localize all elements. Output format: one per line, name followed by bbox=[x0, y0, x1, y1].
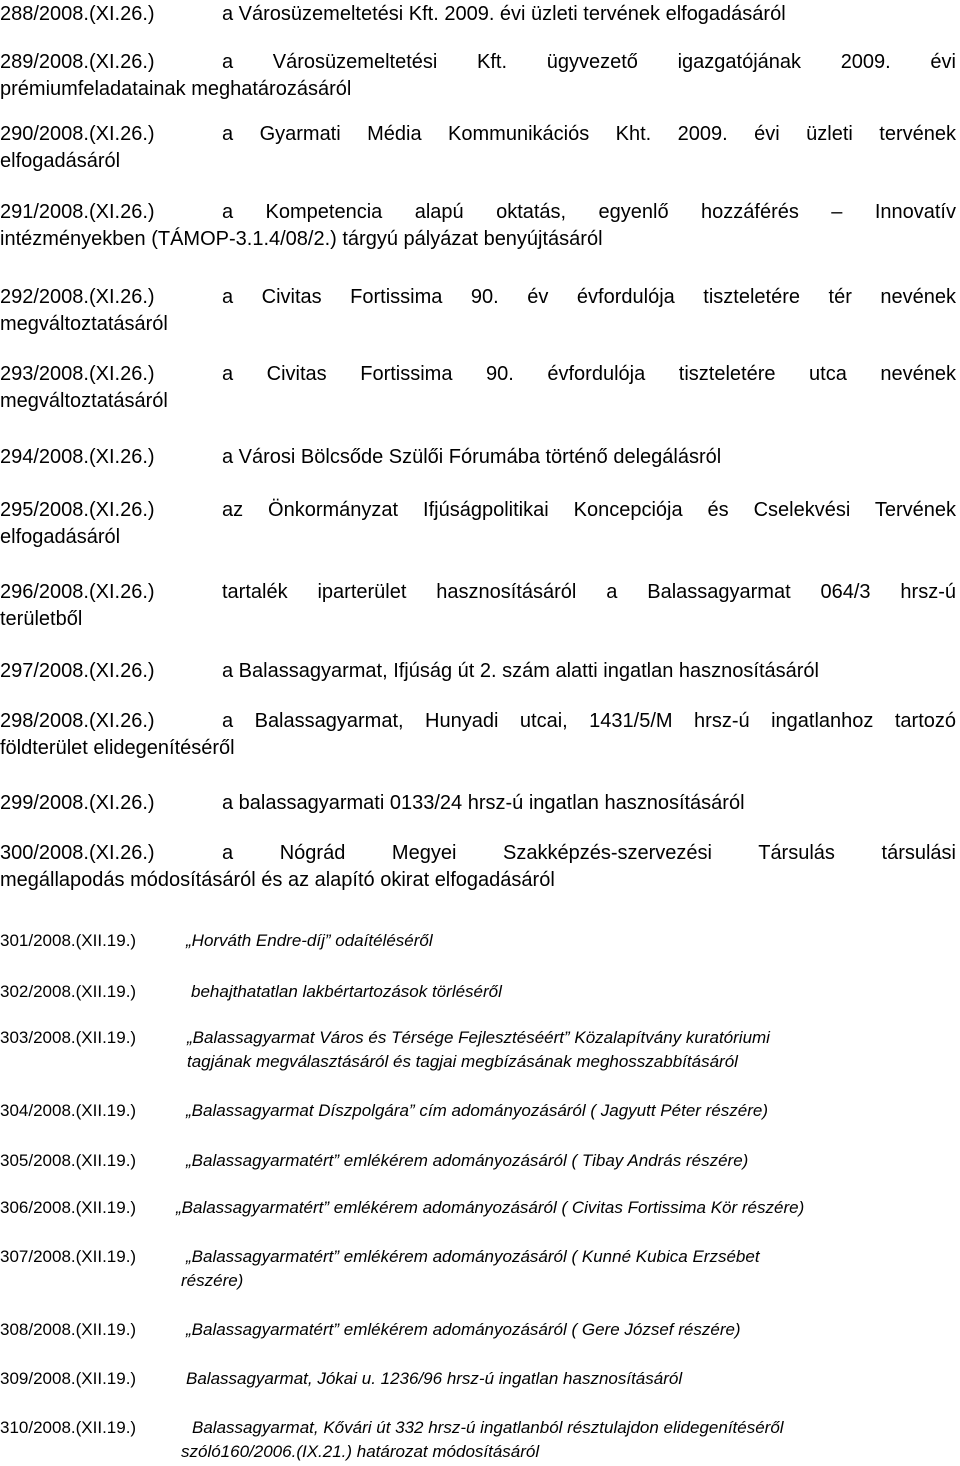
resolution-number: 295/2008.(XI.26.) bbox=[0, 499, 155, 521]
resolution-title: „Balassagyarmatért” emlékérem adományozásáról ( Civitas Fortissima Kör részére) bbox=[176, 1198, 805, 1217]
resolution-number: 302/2008.(XII.19.) bbox=[0, 982, 137, 1001]
resolution-title-continued: tagjának megválasztásáról és tagjai megbízásának meghosszabbításáról bbox=[187, 1052, 738, 1071]
resolution-number: 296/2008.(XI.26.) bbox=[0, 581, 155, 603]
resolution-number: 309/2008.(XII.19.) bbox=[0, 1369, 137, 1388]
resolution-number: 307/2008.(XII.19.) bbox=[0, 1247, 137, 1266]
resolution-title: a Nógrád Megyei Szakképzés-szervezési Társulás társulási bbox=[222, 842, 956, 864]
resolution-title: „Balassagyarmatért” emlékérem adományozásáról ( Tibay András részére) bbox=[186, 1151, 749, 1170]
resolution-title: a balassagyarmati 0133/24 hrsz-ú ingatlan hasznosításáról bbox=[222, 792, 745, 814]
resolution-title: „Balassagyarmatért” emlékérem adományozásáról ( Gere József részére) bbox=[186, 1320, 741, 1339]
resolution-title-continued: területből bbox=[0, 608, 83, 630]
resolution-title-continued: intézményekben (TÁMOP-3.1.4/08/2.) tárgyú pályázat benyújtásáról bbox=[0, 228, 603, 250]
resolution-number: 299/2008.(XI.26.) bbox=[0, 792, 155, 814]
resolution-title: a Gyarmati Média Kommunikációs Kht. 2009. évi üzleti tervének bbox=[222, 123, 956, 145]
resolution-number: 306/2008.(XII.19.) bbox=[0, 1198, 137, 1217]
resolution-number: 292/2008.(XI.26.) bbox=[0, 286, 155, 308]
resolution-number: 290/2008.(XI.26.) bbox=[0, 123, 155, 145]
resolution-title: „Horváth Endre-díj” odaítéléséről bbox=[186, 931, 433, 950]
resolution-number: 310/2008.(XII.19.) bbox=[0, 1418, 137, 1437]
resolution-title-continued: megállapodás módosításáról és az alapító okirat elfogadásáról bbox=[0, 869, 555, 891]
resolution-number: 304/2008.(XII.19.) bbox=[0, 1101, 137, 1120]
resolution-title: Balassagyarmat, Jókai u. 1236/96 hrsz-ú ingatlan hasznosításáról bbox=[186, 1369, 683, 1388]
resolution-title-continued: elfogadásáról bbox=[0, 526, 121, 548]
resolution-title: az Önkormányzat Ifjúságpolitikai Koncepciója és Cselekvési Tervének bbox=[222, 499, 956, 521]
resolution-number: 303/2008.(XII.19.) bbox=[0, 1028, 137, 1047]
resolution-number: 300/2008.(XI.26.) bbox=[0, 842, 155, 864]
resolution-number: 289/2008.(XI.26.) bbox=[0, 51, 155, 73]
resolution-title-continued: megváltoztatásáról bbox=[0, 390, 168, 412]
resolution-title: a Civitas Fortissima 90. évfordulója tiszteletére utca nevének bbox=[222, 363, 956, 385]
resolution-title-continued: szóló160/2006.(IX.21.) határozat módosításáról bbox=[181, 1442, 540, 1461]
resolution-title-continued: földterület elidegenítéséről bbox=[0, 737, 235, 759]
resolution-title-continued: prémiumfeladatainak meghatározásáról bbox=[0, 78, 352, 100]
resolution-number: 301/2008.(XII.19.) bbox=[0, 931, 137, 950]
resolution-title-continued: elfogadásáról bbox=[0, 150, 121, 172]
resolution-number: 294/2008.(XI.26.) bbox=[0, 446, 155, 468]
resolution-number: 291/2008.(XI.26.) bbox=[0, 201, 155, 223]
resolution-number: 297/2008.(XI.26.) bbox=[0, 660, 155, 682]
resolution-title: a Városüzemeltetési Kft. ügyvezető igazgatójának 2009. évi bbox=[222, 51, 956, 73]
resolution-number: 305/2008.(XII.19.) bbox=[0, 1151, 137, 1170]
resolution-title: a Balassagyarmat, Ifjúság út 2. szám alatti ingatlan hasznosításáról bbox=[222, 660, 819, 682]
resolution-title: „Balassagyarmat Város és Térsége Fejlesztéséért” Közalapítvány kuratóriumi bbox=[187, 1028, 770, 1047]
resolution-title: a Városi Bölcsőde Szülői Fórumába történő delegálásról bbox=[222, 446, 722, 468]
resolution-title-continued: megváltoztatásáról bbox=[0, 313, 168, 335]
resolution-title: behajthatatlan lakbértartozások törléséről bbox=[191, 982, 502, 1001]
resolution-title: „Balassagyarmat Díszpolgára” cím adományozásáról ( Jagyutt Péter részére) bbox=[186, 1101, 769, 1120]
resolution-title: a Balassagyarmat, Hunyadi utcai, 1431/5/M hrsz-ú ingatlanhoz tartozó bbox=[222, 710, 956, 732]
resolution-title: a Civitas Fortissima 90. év évfordulója tiszteletére tér nevének bbox=[222, 286, 956, 308]
resolution-number: 293/2008.(XI.26.) bbox=[0, 363, 155, 385]
resolution-title: a Kompetencia alapú oktatás, egyenlő hozzáférés – Innovatív bbox=[222, 201, 956, 223]
resolution-number: 298/2008.(XI.26.) bbox=[0, 710, 155, 732]
resolution-title: „Balassagyarmatért” emlékérem adományozásáról ( Kunné Kubica Erzsébet bbox=[186, 1247, 760, 1266]
resolution-title-continued: részére) bbox=[181, 1271, 244, 1290]
resolution-title: a Városüzemeltetési Kft. 2009. évi üzleti tervének elfogadásáról bbox=[222, 3, 786, 25]
resolution-title: tartalék iparterület hasznosításáról a Balassagyarmat 064/3 hrsz-ú bbox=[222, 581, 956, 603]
resolution-number: 288/2008.(XI.26.) bbox=[0, 3, 155, 25]
resolution-title: Balassagyarmat, Kővári út 332 hrsz-ú ingatlanból résztulajdon elidegenítéséről bbox=[192, 1418, 784, 1437]
resolution-number: 308/2008.(XII.19.) bbox=[0, 1320, 137, 1339]
